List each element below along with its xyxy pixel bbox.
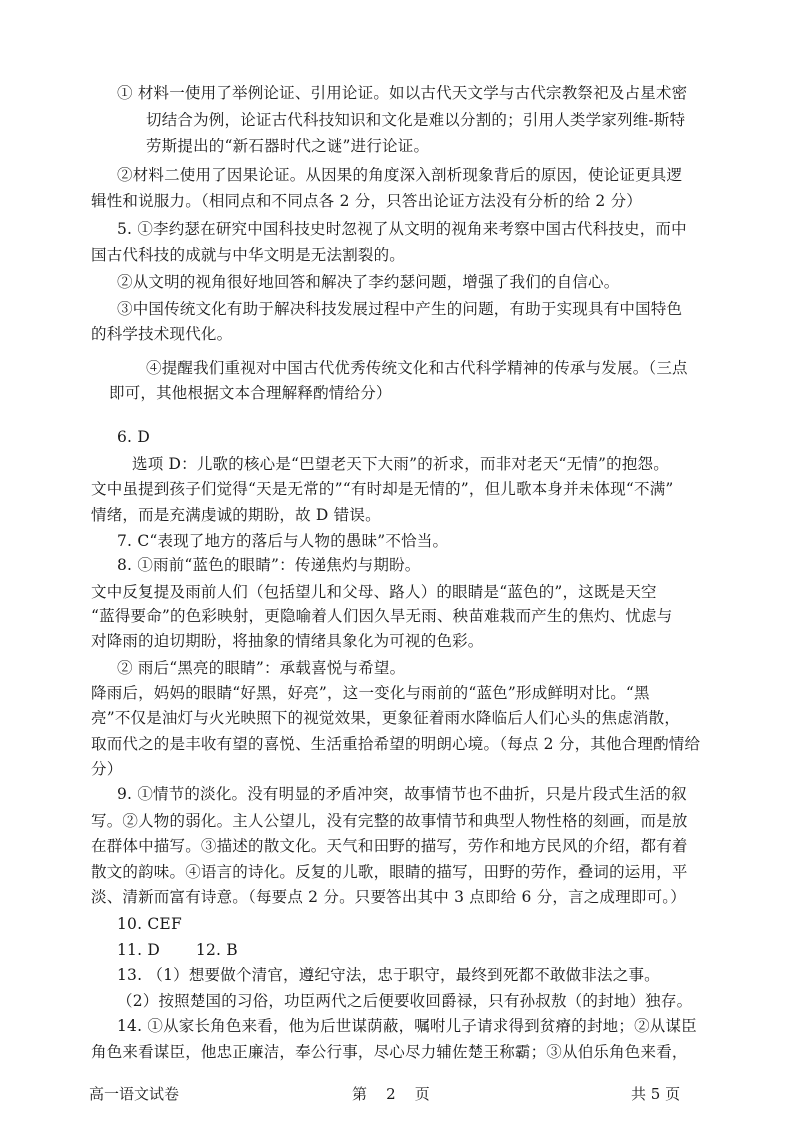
text-line: 选项 D：儿歌的核心是“巴望老天下大雨”的祈求，而非对老天“无情”的抱怨。 (132, 455, 669, 473)
text-line: 角色来看谋臣，他忠正廉洁，奉公行事，尽心尽力辅佐楚王称霸；③从伯乐角色来看， (91, 1043, 688, 1061)
text-line: 即可，其他根据文本合理解释酌情给分） (109, 384, 392, 402)
text-line: ④提醒我们重视对中国古代优秀传统文化和古代科学精神的传承与发展。（三点 (146, 359, 688, 377)
text-line: 5. ①李约瑟在研究中国科技史时忽视了从文明的视角来考察中国古代科技史，而中 (117, 220, 687, 238)
text-line: 切结合为例，论证古代科技知识和文化是难以分割的；引用人类学家列维-斯特 (146, 111, 686, 129)
text-line: 9. ①情节的淡化。没有明显的矛盾冲突，故事情节也不曲折，只是片段式生活的叙 (117, 785, 687, 803)
text-line: ②材料二使用了因果论证。从因果的角度深入剖析现象背后的原因，使论证更具逻 (117, 166, 683, 184)
text-line: 6. D (117, 428, 150, 446)
text-line: 7. C“表现了地方的落后与人物的愚昧”不恰当。 (117, 532, 449, 550)
text-line: 分） (91, 760, 123, 778)
text-line: 亮”不仅是油灯与火光映照下的视觉效果，更象征着雨水降临后人们心头的焦虑消散， (91, 709, 681, 727)
text-line: 劳斯提出的“新石器时代之谜”进行论证。 (146, 137, 430, 155)
text-line: 国古代科技的成就与中华文明是无法割裂的。 (91, 246, 406, 264)
text-line: ②从文明的视角很好地回答和解决了李约瑟问题，增强了我们的自信心。 (117, 273, 620, 291)
text-line: 8. ①雨前“蓝色的眼睛”：传递焦灼与期盼。 (117, 556, 421, 574)
text-line: 13. （1）想要做个清官，遵纪守法，忠于职守，最终到死都不敢做非法之事。 (117, 966, 660, 984)
text-line: 辑性和说服力。（相同点和不同点各 2 分，只答出论证方法没有分析的给 2 分） (91, 192, 642, 210)
text-line: ③中国传统文化有助于解决科技发展过程中产生的问题，有助于实现具有中国特色 (117, 300, 683, 318)
footer-page-number: 第 2 页 (352, 1085, 430, 1103)
text-line: 写。②人物的弱化。主人公望儿，没有完整的故事情节和典型人物性格的刻画，而是放 (91, 812, 688, 830)
text-line: 淡、清新而富有诗意。（每要点 2 分。只要答出其中 3 点即给 6 分，言之成理即可。） (91, 888, 686, 906)
text-line: ① 材料一使用了举例论证、引用论证。如以古代天文学与古代宗教祭祀及占星术密 (117, 84, 688, 102)
text-line: 在群体中描写。③描述的散文化。天气和田野的描写，劳作和地方民风的介绍，都有着 (91, 837, 688, 855)
text-line: 情绪，而是充满虔诚的期盼，故 D 错误。 (91, 506, 381, 524)
text-line: “蓝得要命”的色彩映射，更隐喻着人们因久旱无雨、秧苗难栽而产生的焦灼、忧虑与 (91, 607, 673, 625)
text-line: 对降雨的迫切期盼，将抽象的情绪具象化为可视的色彩。 (91, 632, 484, 650)
text-line: 11. D 12. B (117, 941, 238, 959)
footer-left: 高一语文试卷 (89, 1085, 180, 1103)
text-line: 的科学技术现代化。 (91, 325, 233, 343)
footer-total-pages: 共 5 页 (631, 1085, 681, 1103)
text-line: 取而代之的是丰收有望的喜悦、生活重拾希望的明朗心境。（每点 2 分，其他合理酌情给 (91, 735, 701, 753)
text-line: （2）按照楚国的习俗，功臣两代之后便要收回爵禄，只有孙叔敖（的封地）独存。 (117, 992, 693, 1010)
text-line: ② 雨后“黑亮的眼睛”：承载喜悦与希望。 (117, 659, 406, 677)
text-line: 文中虽提到孩子们觉得“天是无常的”“有时却是无情的”，但儿歌本身并未体现“不满” (91, 480, 674, 498)
text-line: 10. CEF (117, 915, 182, 933)
text-line: 散文的韵味。④语言的诗化。反复的儿歌，眼睛的描写，田野的劳作，叠词的运用，平 (91, 863, 688, 881)
text-line: 14. ①从家长角色来看，他为后世谋荫蔽，嘱咐儿子请求得到贫瘠的封地；②从谋臣 (117, 1017, 697, 1035)
text-line: 降雨后，妈妈的眼睛“好黑，好亮”，这一变化与雨前的“蓝色”形成鲜明对比。“黑 (91, 684, 650, 702)
text-line: 文中反复提及雨前人们（包括望儿和父母、路人）的眼睛是“蓝色的”，这既是天空 (91, 583, 657, 601)
